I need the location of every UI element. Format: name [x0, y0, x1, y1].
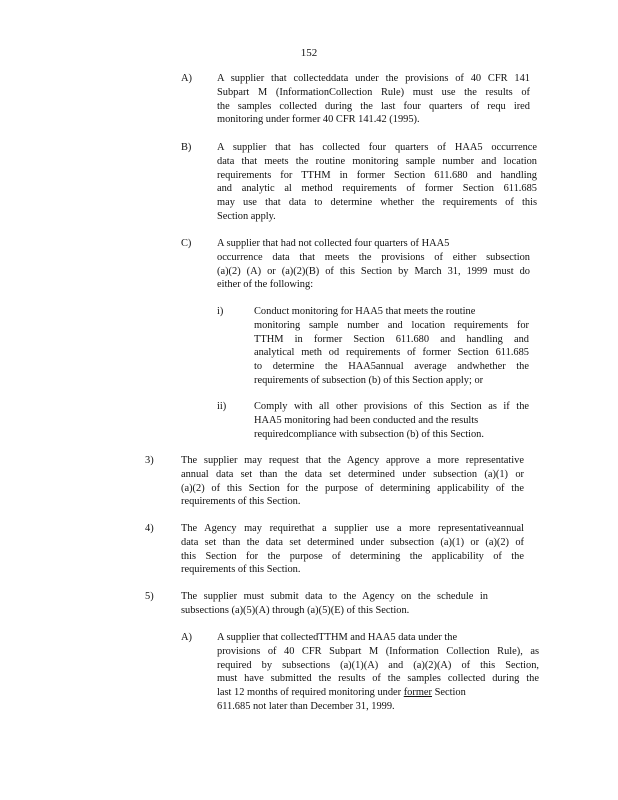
paragraph-marker: ii) [217, 401, 227, 412]
text-line: annual data set than the data set determined under subsection (a)(1) or [181, 468, 524, 480]
text-line: monitoring sample number and location requirements for [254, 319, 529, 331]
paragraph-text [217, 237, 530, 292]
paragraph-text [181, 590, 488, 618]
text-line: A supplier that collecteddata under the provisions of 40 CFR 141 [217, 73, 530, 84]
text-line: Conduct monitoring for HAA5 that meets the routine [254, 306, 476, 317]
paragraph-text [217, 141, 537, 224]
text-line: Subpart M (InformationCollection Rule) must use the results of [217, 86, 530, 98]
paragraph-text [254, 305, 529, 388]
text-line: requirements for TTHM in former Section 611.680 and handling [217, 169, 537, 181]
paragraph-text [254, 400, 529, 441]
paragraph-text [217, 631, 539, 714]
text-line: to determine the HAA5annual average andwhether the [254, 361, 529, 373]
text-line: requirements of this Section. [181, 496, 301, 508]
paragraph-marker: 5) [145, 591, 154, 602]
text-line: either of the following: [217, 279, 314, 291]
text-line: A supplier that had not collected four quarters of HAA5 [217, 238, 450, 249]
text-line: subsections (a)(5)(A) through (a)(5)(E) of this Section. [181, 604, 410, 616]
text-line: (a)(2) (A) or (a)(2)(B) of this Section by March 31, 1999 must do [217, 265, 530, 277]
text-line: requirements of subsection (b) of this Section apply; or [254, 374, 484, 386]
page-number: 152 [300, 47, 318, 59]
paragraph-marker: 3) [145, 455, 154, 466]
text-line: The Agency may requirethat a supplier use a more representativeannual [181, 523, 524, 534]
text-line: 611.685 not later than December 31, 1999. [217, 700, 395, 712]
text-line: TTHM in former Section 611.680 and handling and [254, 333, 529, 345]
paragraph-marker: 4) [145, 523, 154, 534]
text-line: the samples collected during the last four quarters of requ ired [217, 100, 530, 112]
text-line: requirements of this Section. [181, 564, 301, 576]
text-line: monitoring under former 40 CFR 141.42 (1995). [217, 114, 420, 126]
paragraph-marker: B) [181, 142, 192, 153]
text-line: data that meets the routine monitoring sample number and location [217, 155, 537, 167]
text-line: must have submitted the results of the samples collected during the [217, 673, 539, 685]
text-line: (a)(2) of this Section for the purpose of determining applicability of the [181, 482, 524, 494]
text-line: analytical meth od requirements of former Section 611.685 [254, 347, 529, 359]
text-line: requiredcompliance with subsection (b) of this Section. [254, 428, 484, 440]
paragraph-marker: i) [217, 306, 224, 317]
text-line: required by subsections (a)(1)(A) and (a)(2)(A) of this Section, [217, 659, 539, 671]
paragraph-text [217, 72, 530, 127]
paragraph-marker: C) [181, 238, 192, 249]
paragraph-text [181, 454, 524, 509]
text-line: provisions of 40 CFR Subpart M (Information Collection Rule), as [217, 645, 539, 657]
text-line: A supplier that collectedTTHM and HAA5 data under the [217, 632, 458, 643]
text-line: this Section for the purpose of determining the applicability of the [181, 550, 524, 562]
text-line: The supplier may request that the Agency approve a more representative [181, 455, 524, 466]
text-line: A supplier that has collected four quarters of HAA5 occurrence [217, 142, 537, 153]
text-line: Comply with all other provisions of this Section as if the [254, 401, 529, 412]
text-line: Section apply. [217, 210, 276, 222]
text-line: occurrence data that meets the provisions of either subsection [217, 251, 530, 263]
paragraph-marker: A) [181, 73, 192, 84]
text-line: and analytic al method requirements of former Section 611.685 [217, 183, 537, 195]
text-line: HAA5 monitoring had been conducted and the results [254, 414, 479, 426]
underlined-word: former [403, 687, 432, 699]
paragraph-marker: A) [181, 632, 192, 643]
text-line: The supplier must submit data to the Agency on the schedule in [181, 591, 488, 602]
paragraph-text [181, 522, 524, 577]
text-line: data set than the data set determined under subsection (a)(1) or (a)(2) of [181, 536, 524, 548]
text-line: may use that data to determine whether the requirements of this [217, 197, 537, 209]
text-line: last 12 months of required monitoring under former Section [217, 687, 466, 699]
